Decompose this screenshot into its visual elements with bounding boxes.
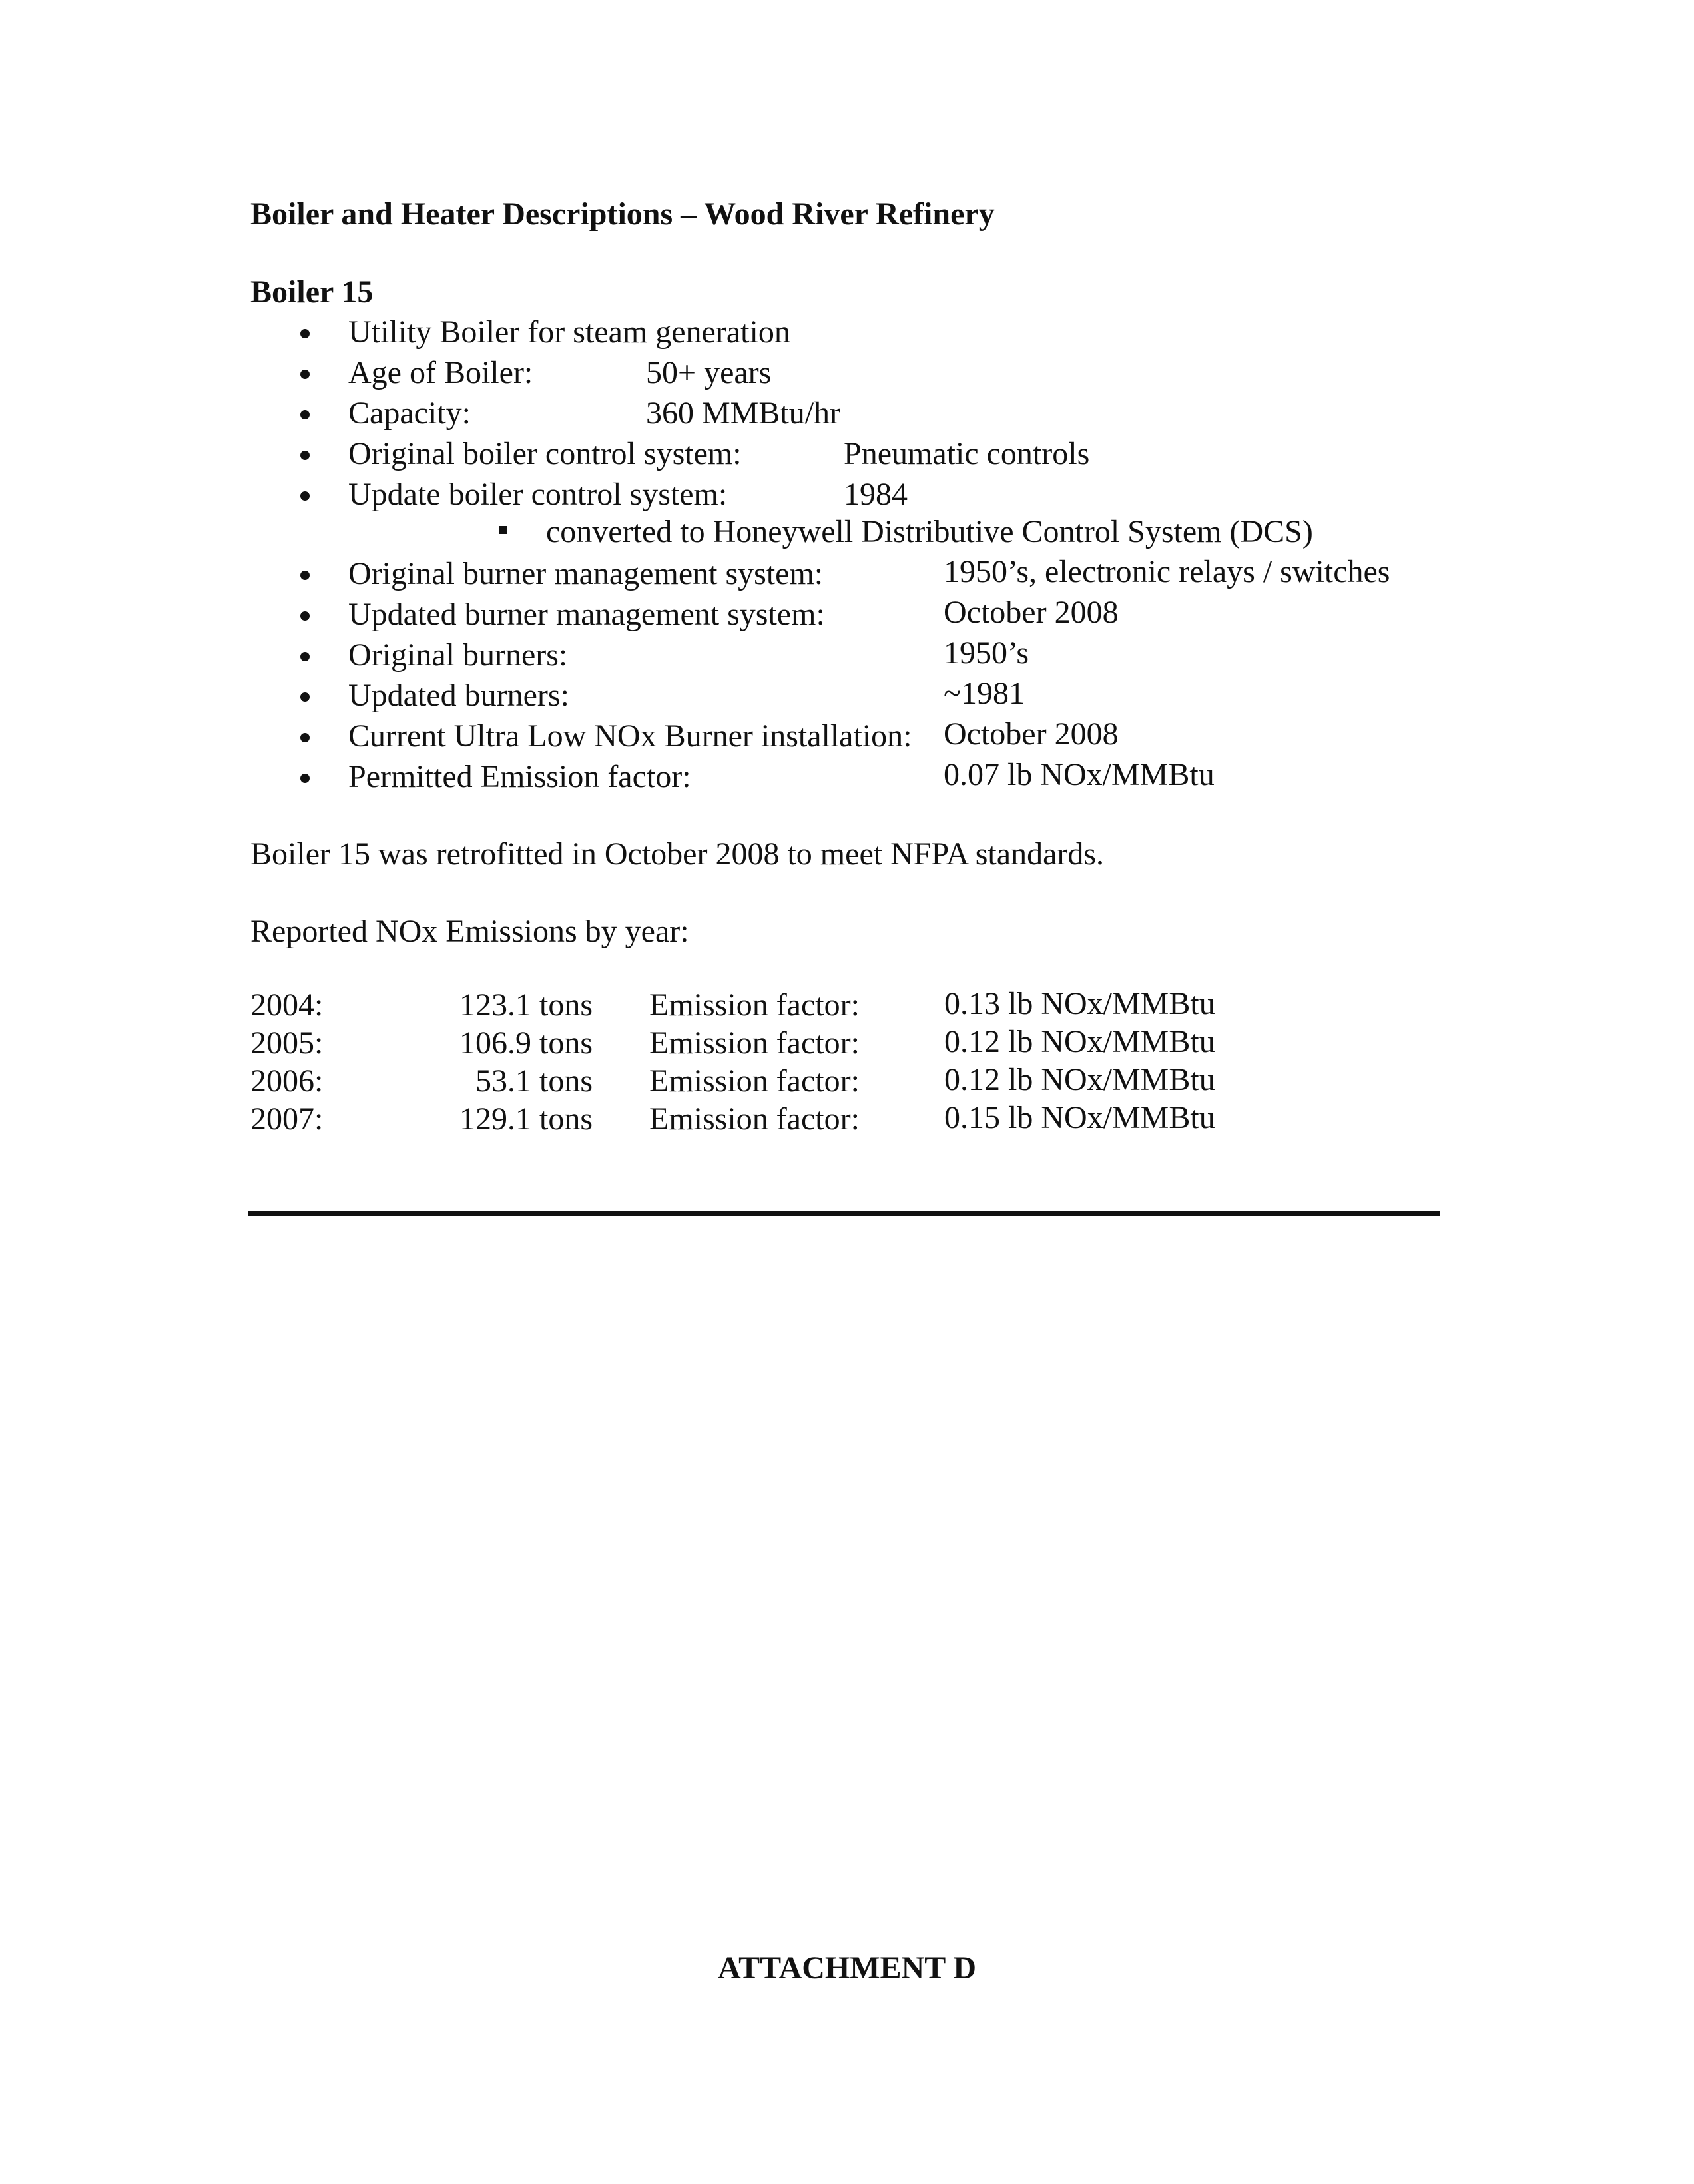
bullet-value: 1984 bbox=[844, 477, 908, 512]
bullet-label: Original burner management system: bbox=[348, 556, 824, 591]
bullet-dot bbox=[300, 611, 310, 621]
document-title: Boiler and Heater Descriptions – Wood River Refinery bbox=[250, 196, 995, 232]
bullet-dot bbox=[300, 571, 310, 580]
factor-label-cell: Emission factor: bbox=[649, 1063, 860, 1099]
bullet-label: Original burners: bbox=[348, 637, 568, 673]
bullet-value: 1950’s bbox=[944, 635, 1029, 671]
section-heading: Boiler 15 bbox=[250, 274, 374, 310]
bullet-value: 1950’s, electronic relays / switches bbox=[944, 554, 1390, 589]
factor-cell: 0.13 lb NOx/MMBtu bbox=[944, 986, 1215, 1021]
sub-bullet-text: converted to Honeywell Distributive Control System (DCS) bbox=[546, 514, 1313, 549]
tons-cell: 106.9 tons bbox=[459, 1025, 593, 1061]
bullet-label: Original boiler control system: bbox=[348, 436, 742, 471]
bullet-label: Utility Boiler for steam generation bbox=[348, 314, 790, 350]
bullet-value: October 2008 bbox=[944, 595, 1119, 630]
factor-label-cell: Emission factor: bbox=[649, 1025, 860, 1061]
emissions-heading: Reported NOx Emissions by year: bbox=[250, 914, 689, 949]
bullet-dot bbox=[300, 652, 310, 661]
bullet-label: Updated burners: bbox=[348, 678, 569, 713]
bullet-label: Updated burner management system: bbox=[348, 597, 825, 632]
bullet-dot bbox=[300, 329, 310, 338]
tons-cell: 53.1 tons bbox=[475, 1063, 593, 1099]
year-cell: 2004: bbox=[250, 987, 324, 1023]
sub-bullet-square bbox=[499, 526, 507, 534]
tons-cell: 123.1 tons bbox=[459, 987, 593, 1023]
tons-cell: 129.1 tons bbox=[459, 1101, 593, 1137]
bullet-value: Pneumatic controls bbox=[844, 436, 1090, 471]
retrofit-note: Boiler 15 was retrofitted in October 2008 to meet NFPA standards. bbox=[250, 836, 1105, 872]
factor-cell: 0.15 lb NOx/MMBtu bbox=[944, 1100, 1215, 1135]
year-cell: 2007: bbox=[250, 1101, 324, 1137]
horizontal-rule bbox=[248, 1211, 1440, 1216]
bullet-dot bbox=[300, 692, 310, 702]
bullet-label: Update boiler control system: bbox=[348, 477, 728, 512]
attachment-label: ATTACHMENT D bbox=[718, 1950, 977, 1986]
bullet-dot bbox=[300, 410, 310, 419]
bullet-label: Current Ultra Low NOx Burner installation: bbox=[348, 718, 912, 754]
bullet-label: Age of Boiler: bbox=[348, 355, 533, 390]
bullet-value: 0.07 lb NOx/MMBtu bbox=[944, 757, 1215, 792]
bullet-dot bbox=[300, 491, 310, 501]
bullet-dot bbox=[300, 370, 310, 379]
bullet-label: Capacity: bbox=[348, 396, 471, 431]
bullet-value: October 2008 bbox=[944, 716, 1119, 752]
factor-cell: 0.12 lb NOx/MMBtu bbox=[944, 1024, 1215, 1059]
bullet-label: Permitted Emission factor: bbox=[348, 759, 691, 794]
bullet-value: 50+ years bbox=[646, 355, 772, 390]
bullet-dot bbox=[300, 451, 310, 460]
factor-cell: 0.12 lb NOx/MMBtu bbox=[944, 1062, 1215, 1097]
factor-label-cell: Emission factor: bbox=[649, 1101, 860, 1137]
bullet-dot bbox=[300, 774, 310, 783]
year-cell: 2006: bbox=[250, 1063, 324, 1099]
year-cell: 2005: bbox=[250, 1025, 324, 1061]
factor-label-cell: Emission factor: bbox=[649, 987, 860, 1023]
bullet-value: ~1981 bbox=[944, 676, 1025, 711]
bullet-dot bbox=[300, 733, 310, 742]
bullet-value: 360 MMBtu/hr bbox=[646, 396, 841, 431]
